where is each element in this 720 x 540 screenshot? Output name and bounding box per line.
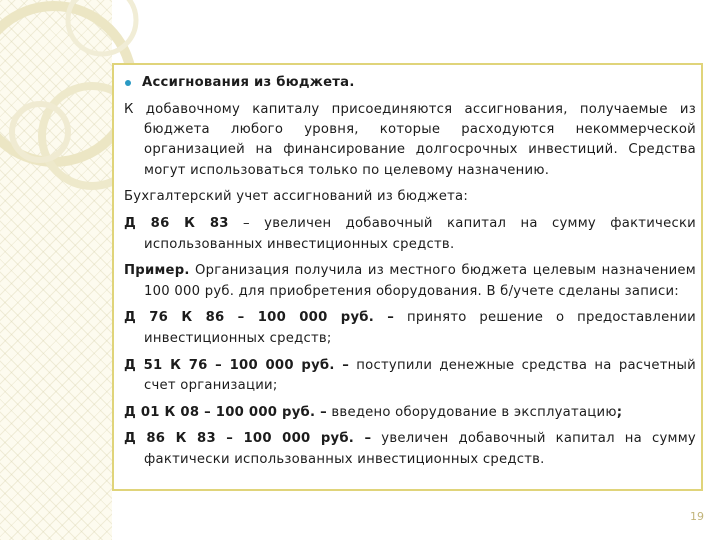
- entry-4: [124, 403, 696, 423]
- entry-2: [124, 308, 696, 349]
- intro-paragraph: К добавочному капиталу присоединяются ассигнования, получаемые из бюджета любого уровня, которые расходуются некоммерческой организацией на финансирование долгосрочных инвестиций. Средства могут использоваться только по целевому назначению.: [124, 101, 696, 178]
- page-number: 19: [690, 510, 704, 523]
- entry-3-text: поступили денежные средства на расчетный счет организации;: [144, 357, 696, 393]
- example-label: Пример.: [124, 263, 190, 279]
- entry-5-text: увеличен добавочный капитал на сумму фактически использованных инвестиционных средств.: [144, 431, 696, 467]
- bullet-icon: [125, 80, 131, 86]
- entry-4-end: ;: [616, 404, 623, 420]
- entry-4-text: введено оборудование в эксплуатацию: [326, 404, 617, 420]
- entry-2-text: принято решение о предоставлении инвестиционных средств;: [144, 310, 696, 346]
- accounting-title: Бухгалтерский учет ассигнований из бюджета:: [124, 189, 469, 205]
- entry-3-code: Д 51 К 76 – 100 000 руб. –: [124, 357, 350, 373]
- heading: Ассигнования из бюджета.: [142, 75, 355, 90]
- entry-4-code: Д 01 К 08 – 100 000 руб. –: [124, 404, 327, 420]
- entry-1: [124, 214, 696, 255]
- entry-5-code: Д 86 К 83 – 100 000 руб. –: [124, 431, 372, 447]
- entry-5: [124, 429, 696, 470]
- heading-row: [124, 73, 696, 93]
- content-frame: [112, 63, 703, 491]
- entry-2-code: Д 76 К 86 – 100 000 руб. –: [124, 310, 395, 326]
- entry-1-text: – увеличен добавочный капитал на сумму фактически использованных инвестиционных средств.: [144, 216, 696, 252]
- entry-1-code: Д 86 К 83: [124, 216, 229, 232]
- example-paragraph: [124, 261, 696, 302]
- example-text: Организация получила из местного бюджета целевым назначением 100 000 руб. для приобретения оборудования. В б/учете сделаны записи:: [144, 263, 696, 299]
- entry-3: [124, 356, 696, 397]
- slide-text: [124, 73, 696, 477]
